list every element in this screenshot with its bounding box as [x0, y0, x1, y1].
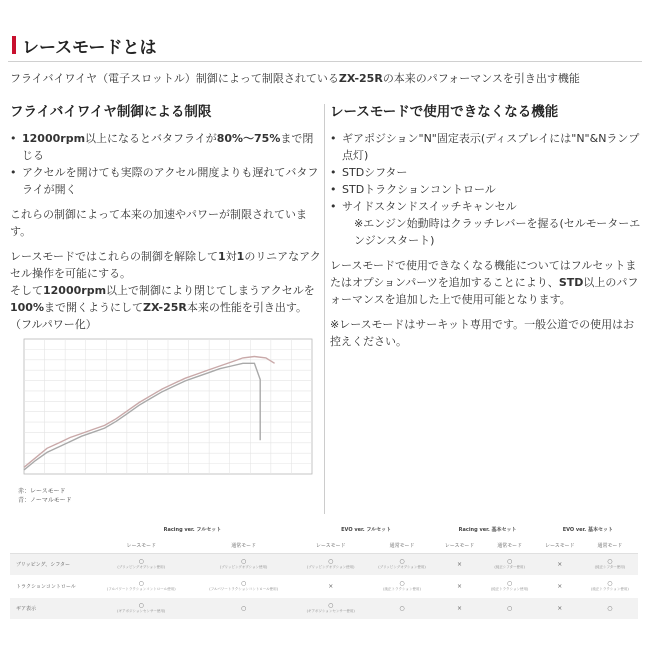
group-header: Racing ver. フルセット — [163, 527, 222, 533]
sub-header: レースモード — [437, 539, 481, 553]
paragraph-text: 対 — [225, 250, 237, 263]
availability-mark: ○ — [328, 602, 334, 609]
restriction-item — [10, 130, 322, 164]
cell-note: (純正シフター使用) — [494, 565, 525, 569]
paragraph-text: 以上で制御により閉じてしまうアクセルを — [106, 284, 315, 297]
group-header: EVO ver. 基本セット — [562, 527, 613, 533]
table-row — [10, 575, 638, 597]
sub-header: レースモード — [538, 539, 582, 553]
availability-mark: ○ — [506, 580, 513, 587]
paragraph-text: まで開くようにして — [43, 301, 143, 314]
percent-value: 80%〜75% — [216, 132, 281, 145]
sub-header: 通常モード — [582, 539, 638, 553]
table-cell — [482, 597, 538, 619]
paragraph-text: レースモードではこれらの制御を解除して — [10, 250, 219, 263]
option-paragraph — [330, 257, 642, 308]
row-label: ギア表示 — [10, 597, 90, 619]
intro-before: フライバイワイヤ（電子スロットル）制御によって制限されている — [10, 72, 339, 85]
restriction-text: まで閉じる — [22, 132, 314, 162]
table-cell — [437, 575, 481, 597]
disabled-functions-heading: レースモードで使用できなくなる機能 — [330, 104, 559, 120]
restriction-item: • アクセルを開けても実際のアクセル開度よりも遅れてバタフライが開く — [10, 164, 322, 198]
paragraph-text: 本来の性能を引き出す。 — [186, 301, 308, 314]
availability-mark: ○ — [399, 558, 405, 565]
comparison-table — [10, 520, 638, 620]
disabled-function-item: • ギアポジション"N"固定表示(ディスプレイには"N"&Nランプ点灯) — [330, 130, 642, 164]
table-cell — [482, 553, 538, 575]
table-cell — [295, 575, 367, 597]
table-cell — [437, 553, 481, 575]
paragraph-bold: 1 — [236, 250, 245, 263]
availability-mark: ○ — [399, 604, 405, 612]
table-cell — [367, 597, 438, 619]
paragraph-bold: ZX-25R — [142, 301, 187, 314]
restriction-heading: フライバイワイヤ制御による制限 — [10, 104, 212, 120]
paragraph-text: レースモードで使用できなくなる機能についてはフルセットまたはオプションパーツを追加することにより、 — [330, 259, 637, 289]
restriction-list — [10, 130, 322, 198]
section-header — [8, 30, 642, 62]
cell-note: (フルパワートラクションコントロール使用) — [106, 587, 176, 591]
cell-note: (ギアポジションセンサー使用) — [117, 609, 166, 613]
disabled-functions-list — [330, 130, 642, 249]
row-label: トラクションコントロール — [10, 575, 90, 597]
availability-mark: ○ — [241, 558, 247, 565]
sub-header: 通常モード — [367, 539, 438, 553]
disabled-function-item: • STDトラクションコントロール — [330, 181, 642, 198]
availability-mark: ○ — [241, 604, 247, 612]
availability-mark: × — [557, 560, 563, 568]
dyno-chart-svg — [8, 323, 321, 513]
paragraph-bold: 100% — [10, 301, 44, 314]
sub-header: レースモード — [295, 539, 367, 553]
availability-mark: × — [328, 582, 334, 590]
paragraph-bold: STD — [558, 276, 584, 289]
full-power-note: （フルパワー化） — [10, 318, 97, 331]
table-cell — [192, 575, 294, 597]
table-cell — [538, 597, 582, 619]
availability-mark: ○ — [328, 558, 334, 565]
availability-mark: × — [456, 560, 463, 568]
sub-header: レースモード — [90, 539, 192, 553]
table-cell — [90, 575, 192, 597]
table-cell — [295, 597, 367, 619]
cell-note: (純正トラクション使用) — [591, 587, 629, 591]
table-cell — [367, 575, 438, 597]
paragraph-bold: 1 — [218, 250, 226, 263]
cell-note: (純正シフター使用) — [594, 565, 626, 569]
dyno-chart — [8, 323, 321, 513]
availability-mark: ○ — [241, 580, 247, 587]
table-cell — [582, 575, 638, 597]
cell-note: (ブリッピングオプション使用) — [306, 565, 355, 569]
availability-mark: ○ — [506, 604, 513, 612]
sub-header: 通常モード — [192, 539, 294, 553]
cell-note: (ブリッピングオプション使用) — [117, 565, 165, 569]
table-cell — [367, 553, 438, 575]
table-cell — [437, 597, 481, 619]
cell-note: (ギアポジションセンサー使用) — [306, 609, 355, 613]
cell-note: (フルパワートラクションコントロール使用) — [209, 587, 279, 591]
restriction-paragraph: これらの制御によって本来の加速やパワーが制限されています。 — [10, 208, 307, 238]
engine-start-note: ※エンジン始動時はクラッチレバーを握る(セルモーターエンジンスタート) — [354, 217, 641, 247]
table-cell — [538, 575, 582, 597]
table-row — [10, 597, 638, 619]
disabled-functions-column — [330, 100, 642, 350]
table-cell — [192, 553, 294, 575]
intro-model: ZX-25R — [338, 72, 383, 85]
race-mode-paragraph — [10, 248, 322, 282]
cell-note: (ブリッピングオプション使用) — [219, 565, 268, 569]
table-cell — [538, 553, 582, 575]
table-row — [10, 553, 638, 575]
paragraph-text: のリニアなアクセル操作を可能にする。 — [10, 250, 321, 280]
availability-mark: ○ — [506, 558, 513, 565]
table-cell — [90, 597, 192, 619]
availability-mark: × — [557, 604, 563, 612]
availability-mark: × — [456, 582, 463, 590]
availability-mark: × — [557, 582, 563, 590]
availability-mark: ○ — [607, 558, 613, 565]
disabled-function-item: • STDシフター — [330, 164, 642, 181]
rpm-value: 12000rpm — [22, 132, 86, 145]
cell-note: (ブリッピングオプション使用) — [378, 565, 426, 569]
availability-mark: ○ — [138, 580, 144, 587]
legend-normal-mode: 青：ノーマルモード — [18, 497, 72, 504]
table-cell — [482, 575, 538, 597]
availability-mark: ○ — [607, 580, 613, 587]
table-cell — [90, 553, 192, 575]
paragraph-text: そして — [10, 284, 43, 297]
availability-mark: × — [456, 604, 463, 612]
column-divider — [324, 104, 325, 514]
section-title: レースモードとは — [22, 38, 157, 58]
cell-note: (純正トラクション使用) — [383, 587, 421, 591]
table-corner — [10, 520, 90, 539]
table-cell — [582, 553, 638, 575]
availability-mark: ○ — [607, 604, 613, 612]
table-corner — [10, 539, 90, 553]
sub-header: 通常モード — [482, 539, 538, 553]
disabled-function-item: • サイドスタンドスイッチキャンセル — [330, 198, 642, 215]
table-cell — [582, 597, 638, 619]
row-label: ブリッピング、シフター — [10, 553, 90, 575]
table-cell — [192, 597, 294, 619]
legend-race-mode: 赤：レースモード — [18, 488, 66, 495]
paragraph-bold: 12000rpm — [43, 284, 107, 297]
group-header: Racing ver. 基本セット — [458, 527, 517, 533]
table-cell — [295, 553, 367, 575]
header-accent-bar — [12, 36, 16, 54]
intro-text — [10, 70, 580, 86]
restriction-text: 以上になるとバタフライが — [85, 132, 217, 145]
group-header: EVO ver. フルセット — [341, 527, 392, 533]
cell-note: (純正トラクション使用) — [490, 587, 529, 591]
intro-after: の本来のパフォーマンスを引き出す機能 — [382, 72, 580, 85]
availability-mark: ○ — [138, 558, 144, 565]
full-power-paragraph — [10, 282, 322, 316]
availability-mark: ○ — [138, 602, 144, 609]
availability-mark: ○ — [399, 580, 405, 587]
circuit-only-note: ※レースモードはサーキット専用です。一般公道での使用はお控えください。 — [330, 318, 635, 348]
restriction-column — [10, 100, 322, 333]
paragraph-text: 以上のパフォーマンスを追加した上で使用可能となります。 — [330, 276, 639, 306]
